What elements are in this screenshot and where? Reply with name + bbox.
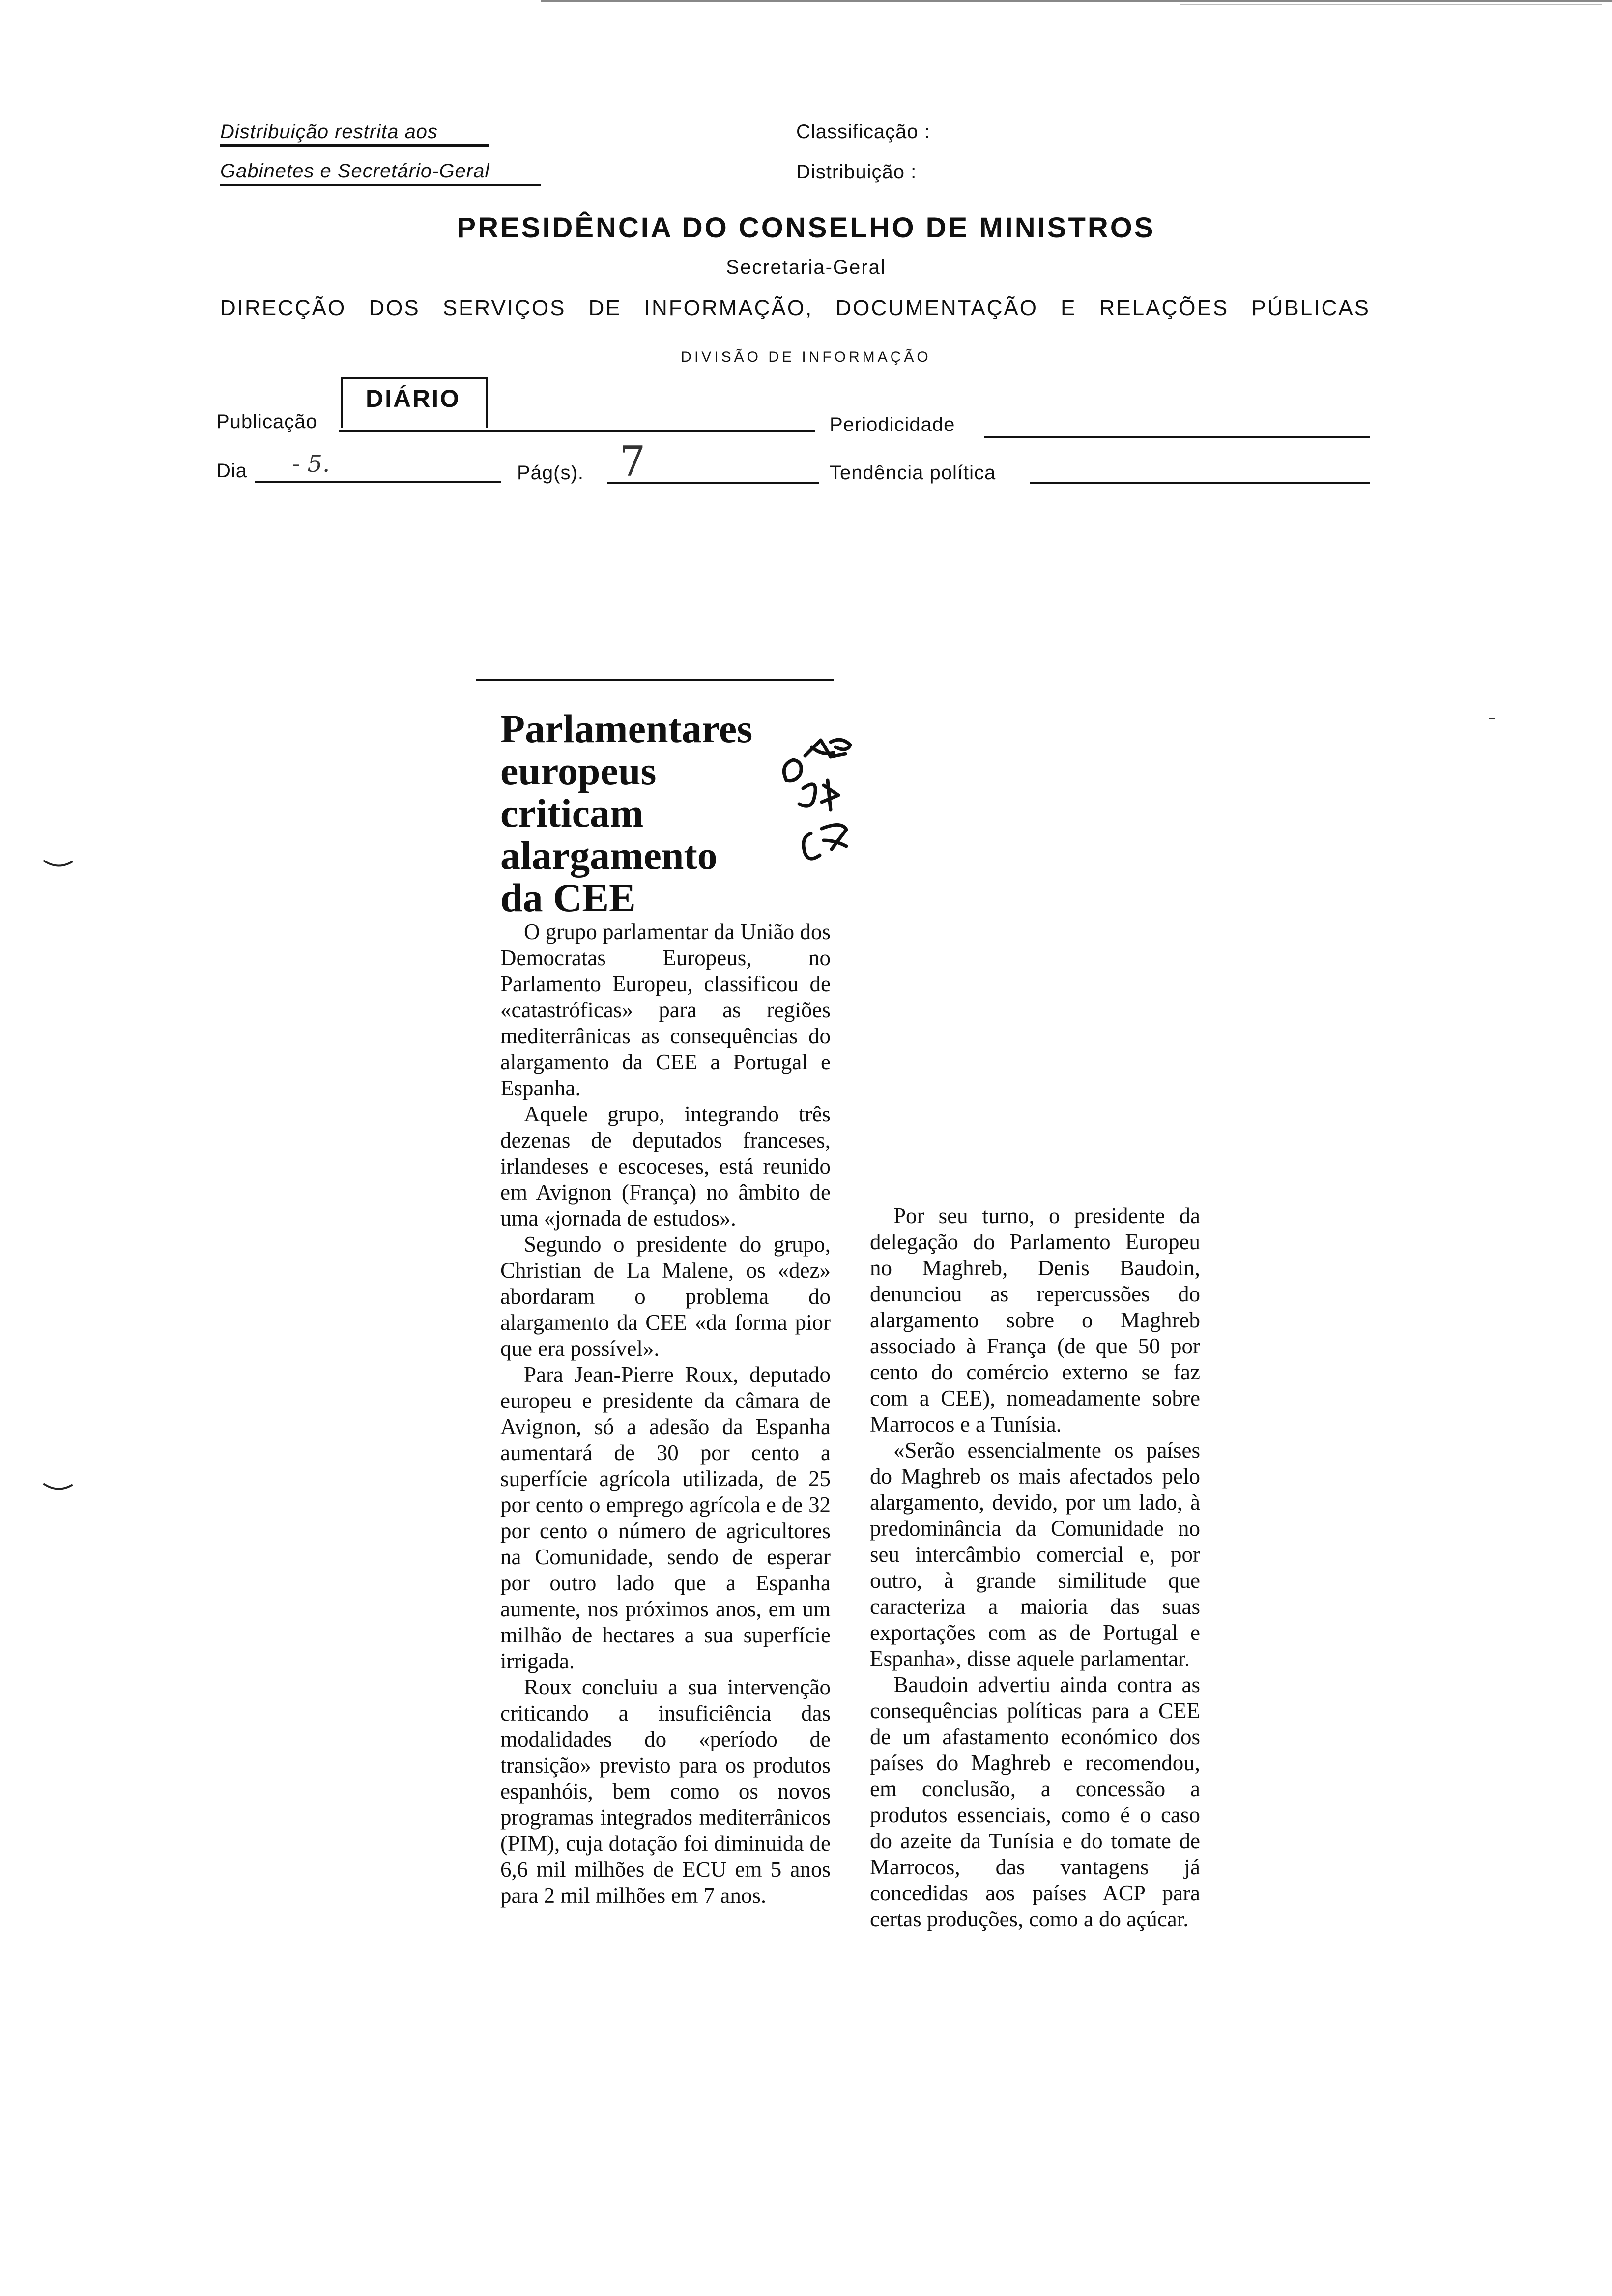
periodicity-label: Periodicidade [830, 414, 955, 435]
article-headline [500, 708, 820, 919]
headline-line: da CEE [500, 875, 636, 920]
secretariat-subtitle: Secretaria-Geral [726, 257, 886, 278]
margin-punch-mark [43, 859, 73, 869]
classification-label: Classificação : [796, 121, 930, 143]
scan-edge-artifact [541, 0, 1612, 2]
department-word: E [1061, 296, 1077, 320]
restricted-distribution-line2: Gabinetes e Secretário-Geral [220, 160, 490, 182]
department-word: DOCUMENTAÇÃO [835, 296, 1038, 320]
publication-stamp: DIÁRIO [366, 385, 461, 412]
department-word: SERVIÇOS [442, 296, 566, 320]
article-paragraph: Segundo o presidente do grupo, Christian de La Malene, os «dez» abordaram o problema do alargamento da CEE «da forma pior que era possível». [500, 1232, 831, 1361]
department-word: DE [588, 296, 622, 320]
article-column-2 [870, 1203, 1200, 1932]
periodicity-field-line [984, 436, 1370, 438]
political-tendency-label: Tendência política [830, 462, 996, 484]
restricted-distribution-line1: Distribuição restrita aos [220, 121, 438, 143]
department-word: DOS [369, 296, 420, 320]
article-column-1 [500, 919, 831, 1909]
header-underline [220, 184, 541, 186]
department-line [220, 296, 1370, 320]
publication-label: Publicação [216, 411, 317, 432]
margin-punch-mark [43, 1482, 73, 1492]
article-paragraph: Por seu turno, o presidente da delegação do Parlamento Europeu no Maghreb, Denis Baudoin, denunciou as repercussões do alargamento sobre o Maghreb associado à França (de que 50 por cento do comércio externo se faz com a CEE), nomeadamente sobre Marrocos e a Tunísia. [870, 1204, 1200, 1436]
institution-title: PRESIDÊNCIA DO CONSELHO DE MINISTROS [457, 212, 1155, 244]
department-word: INFORMAÇÃO, [644, 296, 813, 320]
day-value: - 5. [292, 450, 330, 478]
political-tendency-field-line [1030, 482, 1370, 484]
handwritten-annotation-scribble [777, 712, 860, 874]
pages-label: Pág(s). [517, 462, 584, 484]
department-word: DIRECÇÃO [220, 296, 346, 320]
article-paragraph: O grupo parlamentar da União dos Democratas Europeus, no Parlamento Europeu, classificou de «catastróficas» para as regiões mediterrânicas as consequências do alargamento da CEE a Portugal e Espanha. [500, 919, 831, 1100]
headline-line: alargamento [500, 833, 718, 878]
article-paragraph: Aquele grupo, integrando três dezenas de deputados franceses, irlandeses e escoceses, está reunido em Avignon (França) no âmbito de uma «jornada de estudos». [500, 1102, 831, 1231]
department-word: PÚBLICAS [1251, 296, 1370, 320]
article-top-rule [476, 679, 834, 681]
article-paragraph: «Serão essencialmente os países do Maghreb os mais afectados pelo alargamento, devido, por um lado, à predominância da Comunidade no seu intercâmbio comercial e, por outro, à grande similitude que caracteriza a maioria das suas exportações com as de Portugal e Espanha», disse aquele parlamentar. [870, 1438, 1200, 1671]
headline-line: Parlamentares [500, 706, 753, 751]
department-word: RELAÇÕES [1099, 296, 1229, 320]
scan-edge-artifact [1180, 4, 1602, 5]
headline-line: europeus [500, 748, 657, 793]
day-label: Dia [216, 460, 248, 482]
headline-line: criticam [500, 791, 644, 835]
division-label: DIVISÃO DE INFORMAÇÃO [681, 349, 931, 365]
distribution-label: Distribuição : [796, 161, 917, 183]
header-underline [220, 144, 489, 147]
article-paragraph: Para Jean-Pierre Roux, deputado europeu e presidente da câmara de Avignon, só a adesão da Espanha aumentará de 30 por cento a superfície agrícola utilizada, de 25 por cento o emprego agrícola e de 32 por cento o número de agricultores na Comunidade, sendo de esperar por outro lado que a Espanha aumente, nos próximos anos, em um milhão de hectares a sua superfície irrigada. [500, 1362, 831, 1673]
article-paragraph: Roux concluiu a sua intervenção criticando a insuficiência das modalidades do «período de transição» previsto para os produtos espanhóis, bem como os novos programas integrados mediterrânicos (PIM), cuja dotação foi diminuida de 6,6 mil milhões de ECU em 5 anos para 2 mil milhões em 7 anos. [500, 1675, 831, 1908]
pages-value: 7 [619, 437, 646, 486]
scan-speck [1489, 718, 1495, 719]
day-field-line [255, 481, 501, 483]
article-paragraph: Baudoin advertiu ainda contra as consequências políticas para a CEE de um afastamento económico dos países do Maghreb e recomendou, em conclusão, a concessão a produtos essenciais, como é o caso do azeite da Tunísia e do tomate de Marrocos, das vantagens já concedidas aos países ACP para certas produções, como a do açúcar. [870, 1672, 1200, 1931]
publication-field-line [339, 430, 815, 432]
